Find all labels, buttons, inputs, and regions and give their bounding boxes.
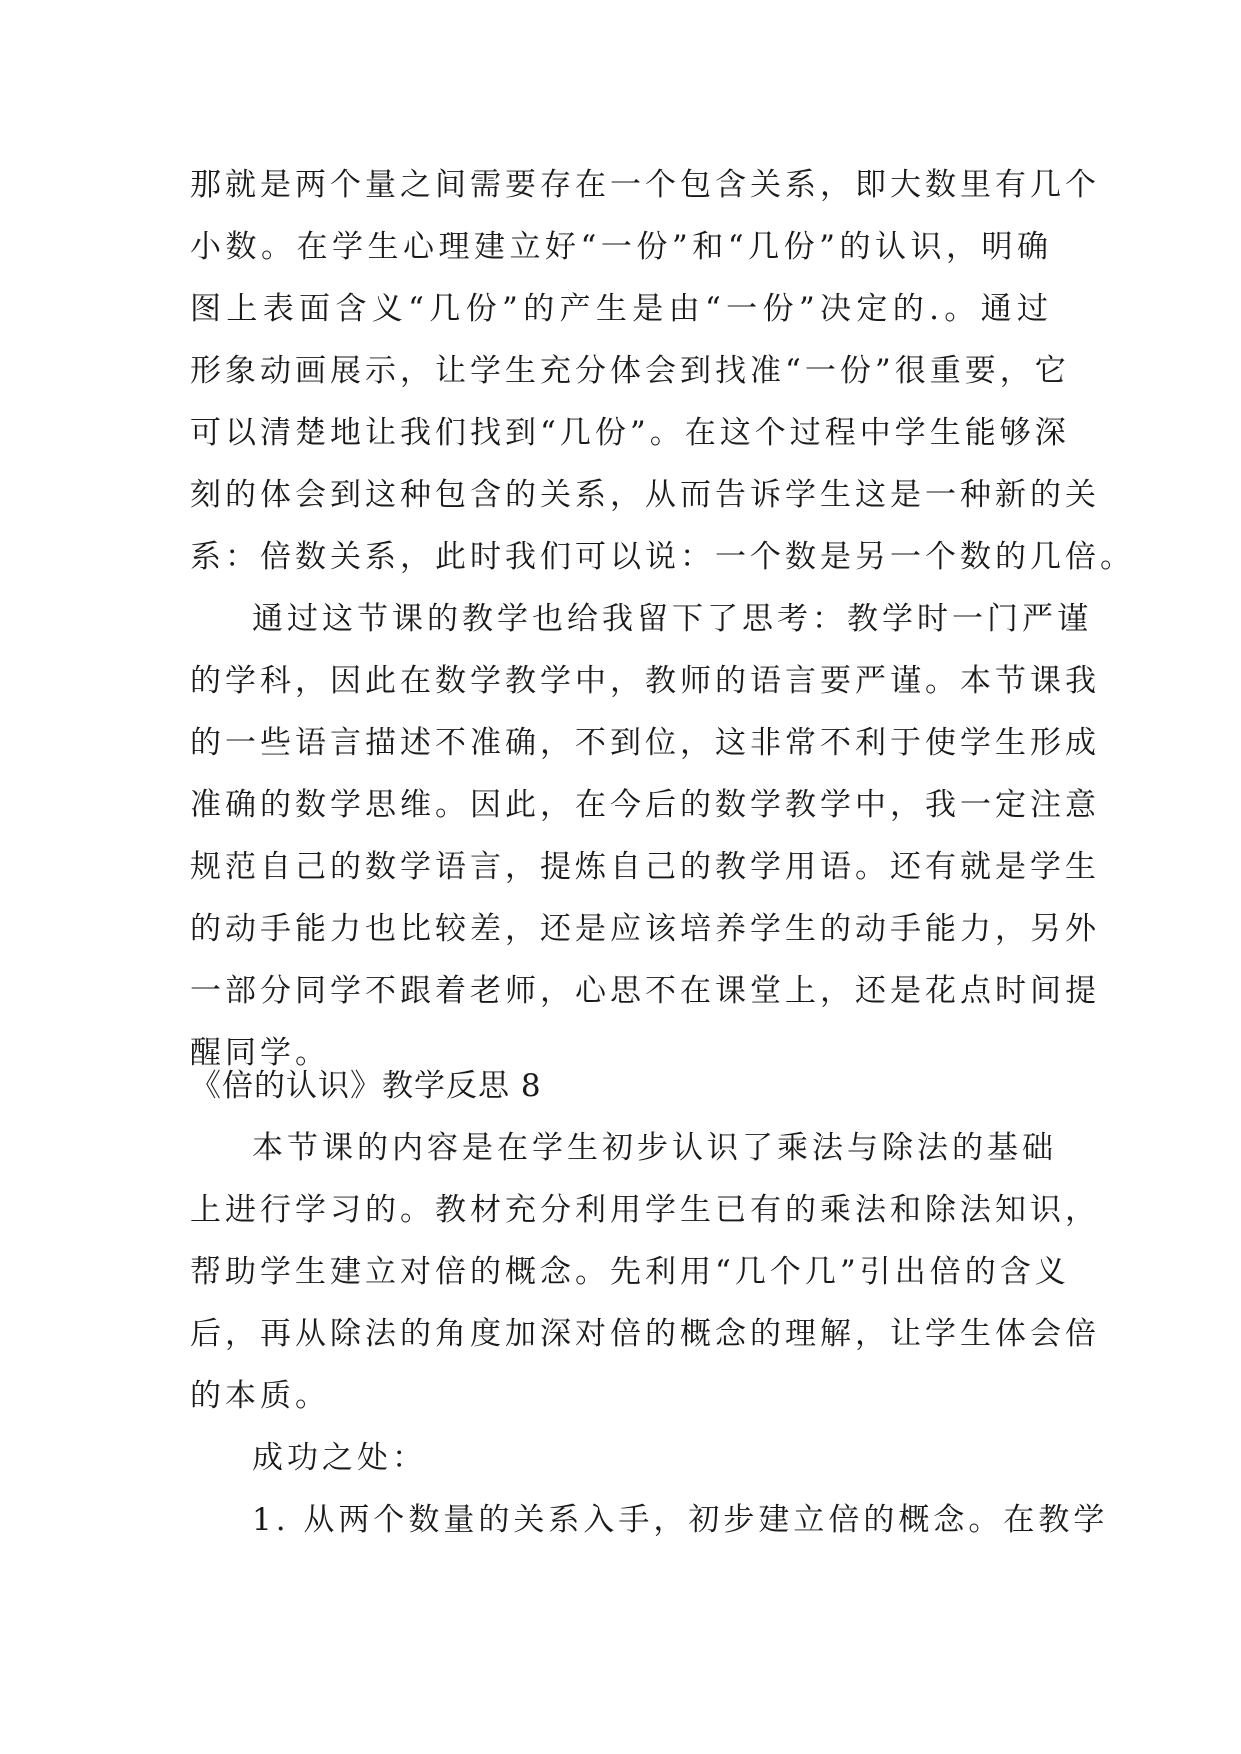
paragraph-line: 小数。在学生心理建立好“一份”和“几份”的认识，明确: [190, 229, 1052, 265]
paragraph-line: 上进行学习的。教材充分利用学生已有的乘法和除法知识，: [190, 1192, 1100, 1228]
paragraph-line: 形象动画展示，让学生充分体会到找准“一份”很重要，它: [190, 353, 1070, 389]
body-text-bottom: [190, 1117, 1109, 1551]
paragraph-line: 通过这节课的教学也给我留下了思考：教学时一门严谨: [252, 601, 1092, 637]
body-text-top: [190, 154, 1135, 1084]
paragraph-line: 那就是两个量之间需要存在一个包含关系，即大数里有几个: [190, 167, 1100, 203]
paragraph-line: 图上表面含义“几份”的产生是由“一份”决定的.。通过: [190, 291, 1052, 327]
paragraph-line: 帮助学生建立对倍的概念。先利用“几个几”引出倍的含义: [190, 1254, 1070, 1290]
paragraph-line: 本节课的内容是在学生初步认识了乘法与除法的基础: [252, 1130, 1057, 1166]
paragraph-line: 醒同学。: [190, 1035, 330, 1071]
section-heading: 《倍的认识》教学反思 8: [190, 1068, 542, 1104]
paragraph-line: 的动手能力也比较差，还是应该培养学生的动手能力，另外: [190, 911, 1100, 947]
paragraph-line: 的本质。: [190, 1378, 330, 1414]
paragraph-line: 准确的数学思维。因此，在今后的数学教学中，我一定注意: [190, 787, 1100, 823]
paragraph-line: 的学科，因此在数学教学中，教师的语言要严谨。本节课我: [190, 663, 1100, 699]
paragraph-line: 后，再从除法的角度加深对倍的概念的理解，让学生体会倍: [190, 1316, 1100, 1352]
paragraph-line: 一部分同学不跟着老师，心思不在课堂上，还是花点时间提: [190, 973, 1100, 1009]
paragraph-line: 的一些语言描述不准确，不到位，这非常不利于使学生形成: [190, 725, 1100, 761]
paragraph-line: 系：倍数关系，此时我们可以说：一个数是另一个数的几倍。: [190, 539, 1135, 575]
list-item: 1. 从两个数量的关系入手，初步建立倍的概念。在教学: [252, 1502, 1109, 1538]
subheading: 成功之处：: [252, 1440, 427, 1476]
paragraph-line: 刻的体会到这种包含的关系，从而告诉学生这是一种新的关: [190, 477, 1100, 513]
paragraph-line: 可以清楚地让我们找到“几份”。在这个过程中学生能够深: [190, 415, 1070, 451]
paragraph-line: 规范自己的数学语言，提炼自己的教学用语。还有就是学生: [190, 849, 1100, 885]
